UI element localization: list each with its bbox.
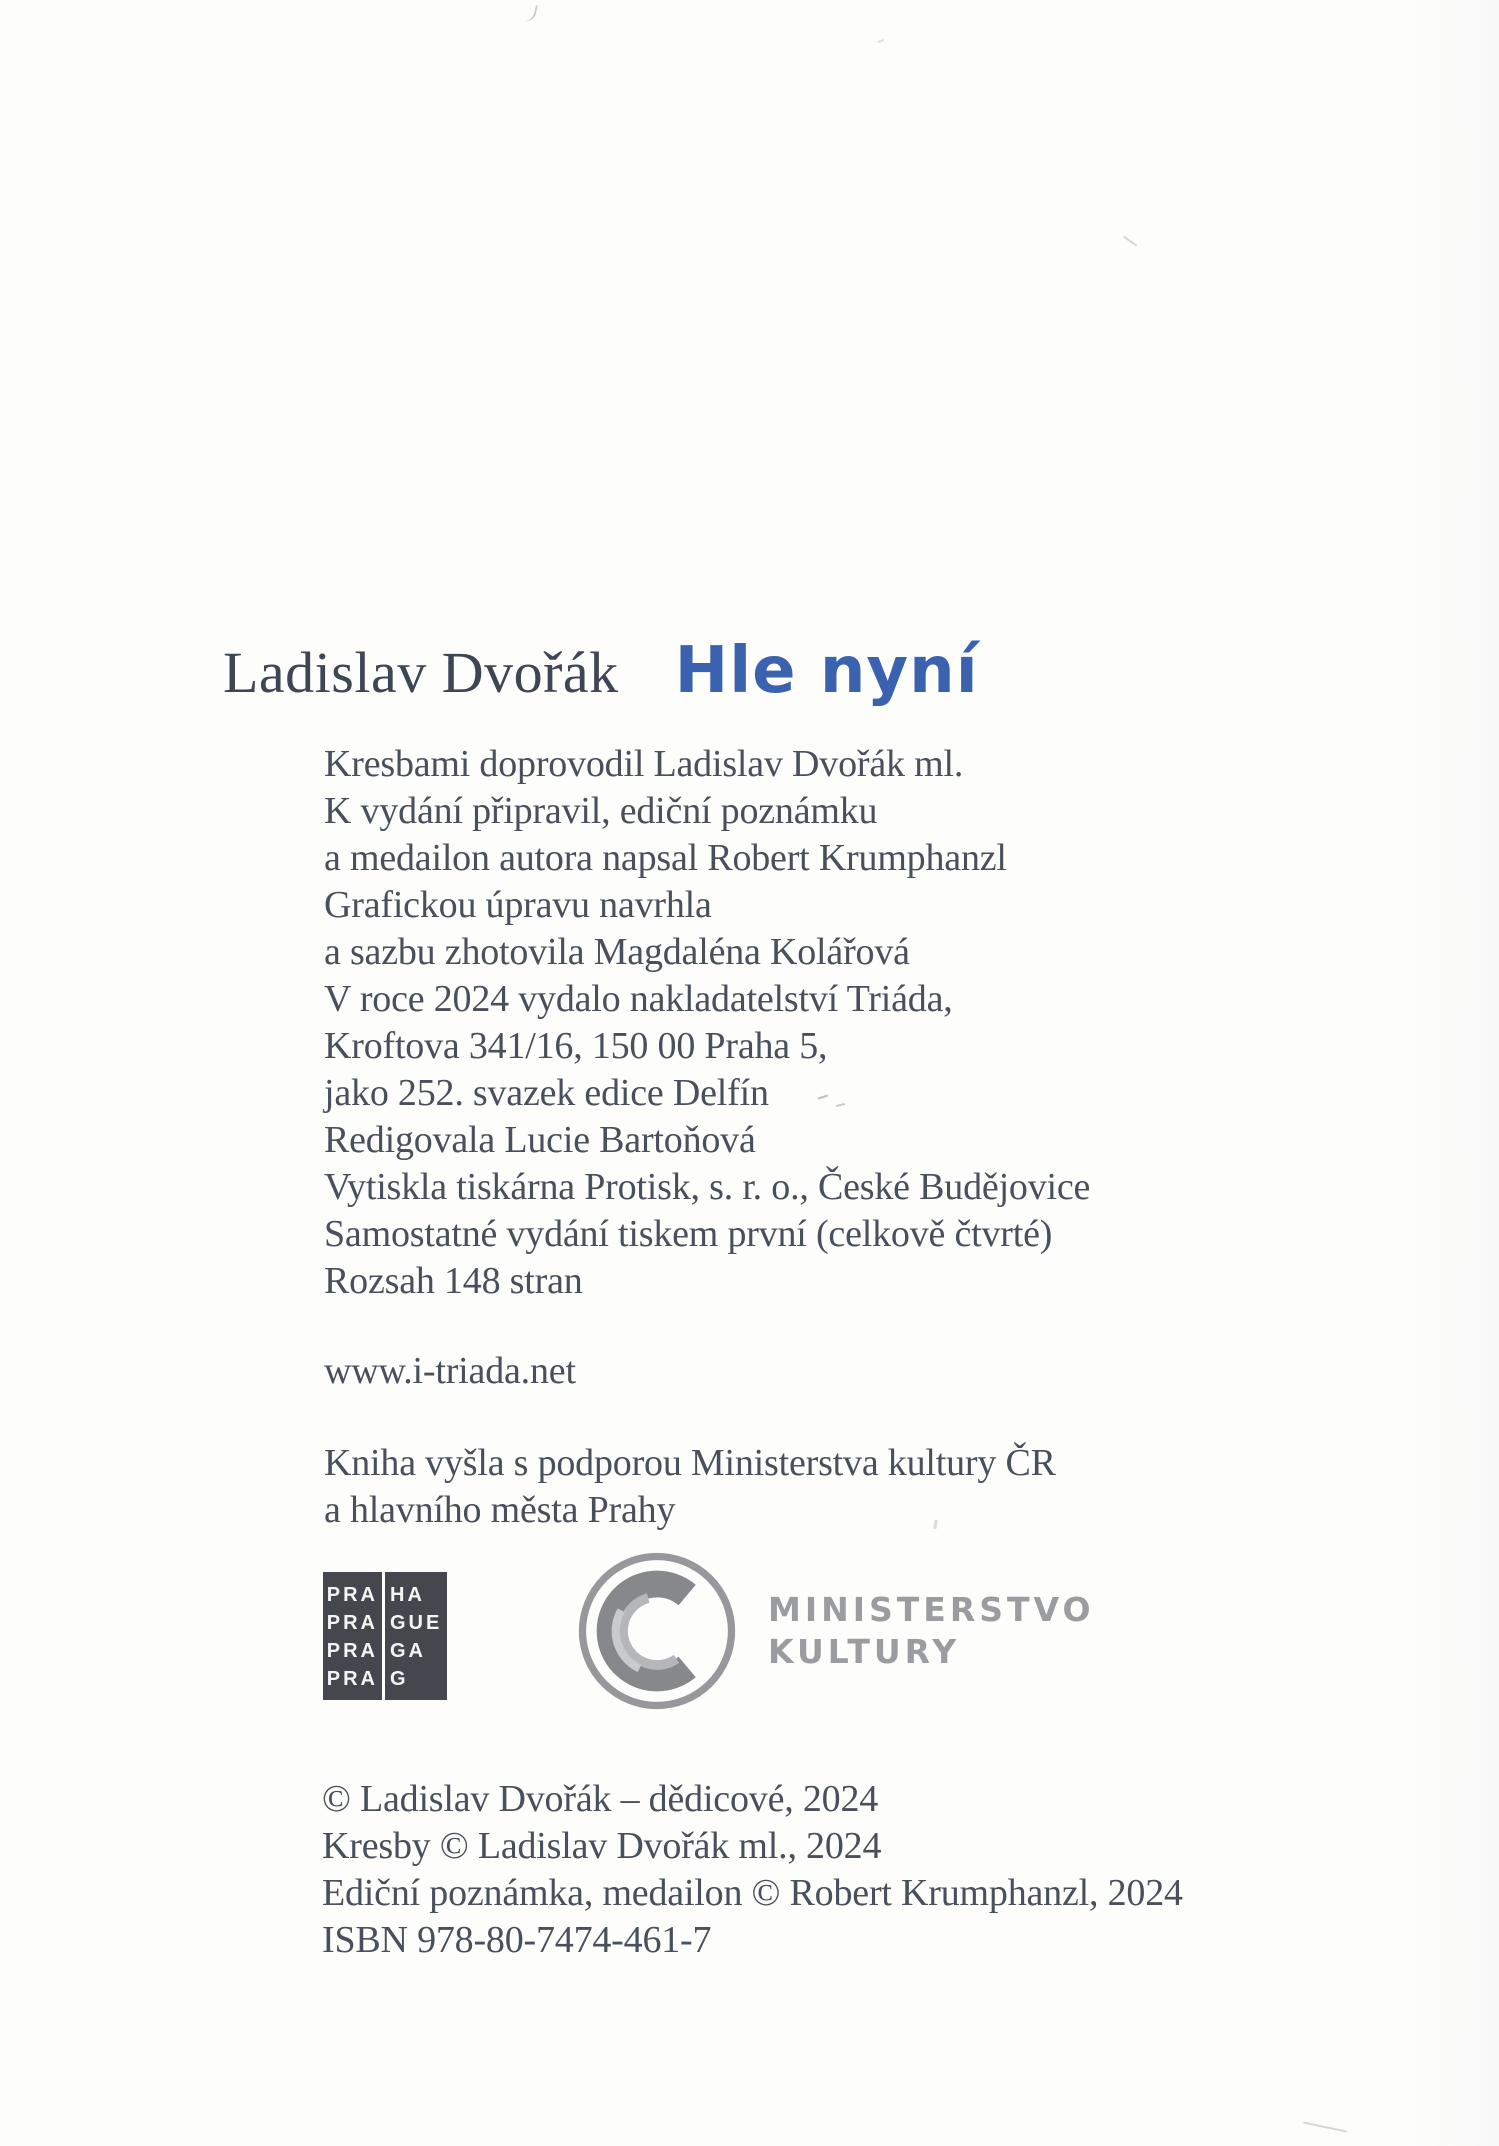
support-note (324, 1440, 1056, 1534)
copyright-line: Ediční poznámka, medailon © Robert Krumphanzl, 2024 (322, 1872, 1183, 1914)
colophon-line: K vydání připravil, ediční poznámku (324, 790, 878, 832)
praha-logo-text: PRA (326, 1583, 378, 1606)
colophon-line: Rozsah 148 stran (324, 1260, 583, 1302)
copyright-line: © Ladislav Dvořák – dědicové, 2024 (322, 1778, 879, 1820)
ministry-c-emblem-icon (576, 1550, 738, 1712)
praha-logo-row (323, 1611, 447, 1635)
praha-logo-text: GUE (390, 1611, 443, 1634)
praha-logo-text: G (390, 1667, 409, 1690)
praha-logo-text: PRA (326, 1667, 378, 1690)
praha-logo-divider (382, 1572, 385, 1700)
colophon-line: Kroftova 341/16, 150 00 Praha 5, (324, 1025, 828, 1067)
praha-logo-row (323, 1583, 447, 1607)
colophon-line: a medailon autora napsal Robert Krumphanzl (324, 837, 1007, 879)
praha-logo-row (323, 1667, 447, 1691)
praha-logo-text: HA (390, 1583, 425, 1606)
praha-logo-text: PRA (326, 1639, 378, 1662)
scan-artifact (1123, 236, 1137, 247)
support-line: Kniha vyšla s podporou Ministerstva kultury ČR (324, 1442, 1056, 1484)
praha-logo-text: PRA (326, 1611, 378, 1634)
copyright-line: Kresby © Ladislav Dvořák ml., 2024 (322, 1825, 882, 1867)
ministry-wordmark-line: MINISTERSTVO (768, 1590, 1095, 1629)
colophon-line: Kresbami doprovodil Ladislav Dvořák ml. (324, 743, 964, 785)
support-line: a hlavního města Prahy (324, 1489, 676, 1531)
ministry-of-culture-logo (576, 1550, 1095, 1712)
colophon-line: Grafickou úpravu navrhla (324, 884, 712, 926)
title-row (223, 634, 979, 708)
author-name: Ladislav Dvořák (223, 640, 619, 705)
prague-city-logo (323, 1572, 447, 1700)
praha-logo-row (323, 1639, 447, 1663)
colophon-line: jako 252. svazek edice Delfín (324, 1072, 769, 1114)
scan-artifact (1303, 2121, 1346, 2132)
book-title: Hle nyní (674, 634, 979, 708)
ministry-wordmark (768, 1589, 1095, 1673)
publisher-website: www.i-triada.net (324, 1350, 576, 1392)
colophon-line: a sazbu zhotovila Magdaléna Kolářová (324, 931, 910, 973)
colophon-line: Redigovala Lucie Bartoňová (324, 1119, 756, 1161)
colophon-block (324, 741, 1090, 1305)
scan-artifact (522, 3, 538, 23)
isbn-line: ISBN 978-80-7474-461-7 (322, 1919, 712, 1961)
copyright-block (322, 1776, 1183, 1964)
praha-logo-text: GA (390, 1639, 426, 1662)
ministry-wordmark-line: KULTURY (768, 1632, 961, 1671)
scan-artifact (878, 39, 884, 43)
colophon-line: Samostatné vydání tiskem první (celkově čtvrté) (324, 1213, 1053, 1255)
colophon-line: Vytiskla tiskárna Protisk, s. r. o., České Budějovice (324, 1166, 1091, 1208)
colophon-line: V roce 2024 vydalo nakladatelství Triáda, (324, 978, 953, 1020)
